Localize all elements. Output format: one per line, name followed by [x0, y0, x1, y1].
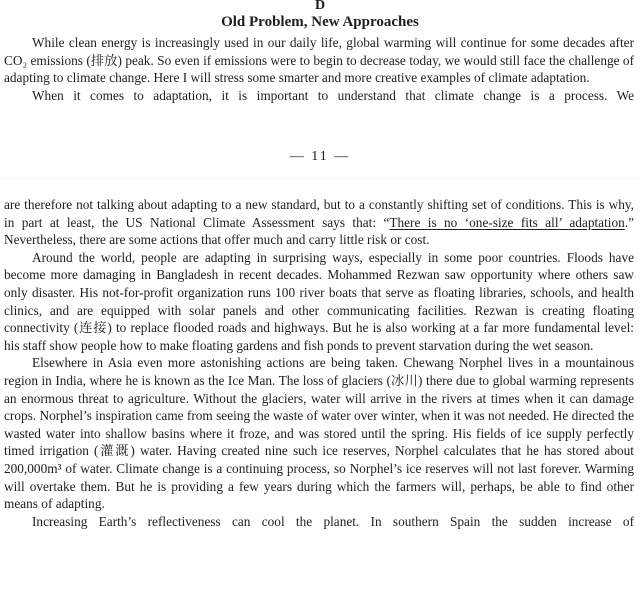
process-paragraph-start: When it comes to adaptation, it is important to understand that climate change is a process. We	[32, 87, 634, 103]
reflectiveness-paragraph-start: Increasing Earth’s reflectiveness can cool the planet. In southern Spain the sudden increase of	[32, 513, 634, 529]
continuation-end: .” Nevertheless, there are some actions that offer much and carry little risk or cost.	[4, 214, 634, 248]
continuation-text: are therefore not talking about adapting to a new standard, but to a constantly shifting set of conditions. This is why, in part at least, the US National Climate Assessment says that: “	[4, 197, 634, 230]
underlined-quote: There is no ‘one-size fits all’ adaptation	[389, 214, 625, 230]
passage-title: Old Problem, New Approaches	[221, 14, 419, 30]
intro-paragraph: While clean energy is increasingly used in our daily life, global warming will continue for some decades after CO₂ emissions (排放) peak. So even if emissions were to begin to decrease today, we would still face the challenge of adapting to climate change. Here I will stress some smarter and more creative examples of climate adaptation.	[4, 35, 634, 86]
page-number: — 11 —	[289, 149, 351, 164]
bangladesh-paragraph: Around the world, people are adapting in surprising ways, especially in some poor countries. Floods have become more damaging in Bangladesh in recent decades. Mohammed Rezwan saw opportunity where others saw only disaster. His not-for-profit organization runs 100 river boats that serve as floating libraries, schools, and health clinics, and are equipped with solar panels and other communicating facilities. Rezwan is creating floating connectivity (连接) to replace flooded roads and highways. But he is also working at a far more fundamental level: his staff show people how to make floating gardens and fish ponds to prevent starvation during the wet season.	[4, 249, 634, 353]
page-break	[0, 178, 640, 179]
ice-man-paragraph: Elsewhere in Asia even more astonishing actions are being taken. Chewang Norphel lives in a mountainous region in India, where he is known as the Ice Man. The loss of glaciers (冰川) there due to global warming represents an enormous threat to agriculture. Without the glaciers, water will arrive in the rivers at times when it can damage crops. Norphel’s inspiration came from seeing the waste of water over winter, when it was not needed. He directed the wasted water into shallow basins where it froze, and was stored until the spring. His fields of ice supply perfectly timed irrigation (灌溉) water. Having created nine such ice reserves, Norphel calculates that he has stored about 200,000m³ of water. Climate change is a continuing process, so Norphel’s ice reserves will not last forever. Warming will overtake them. But he is providing a few years during which the farmers will, perhaps, be able to find other means of adapting.	[4, 355, 634, 512]
continued-text-block	[4, 196, 634, 530]
section-letter: D	[314, 0, 326, 13]
process-paragraph-continued	[4, 196, 634, 249]
top-text-block	[4, 34, 634, 104]
